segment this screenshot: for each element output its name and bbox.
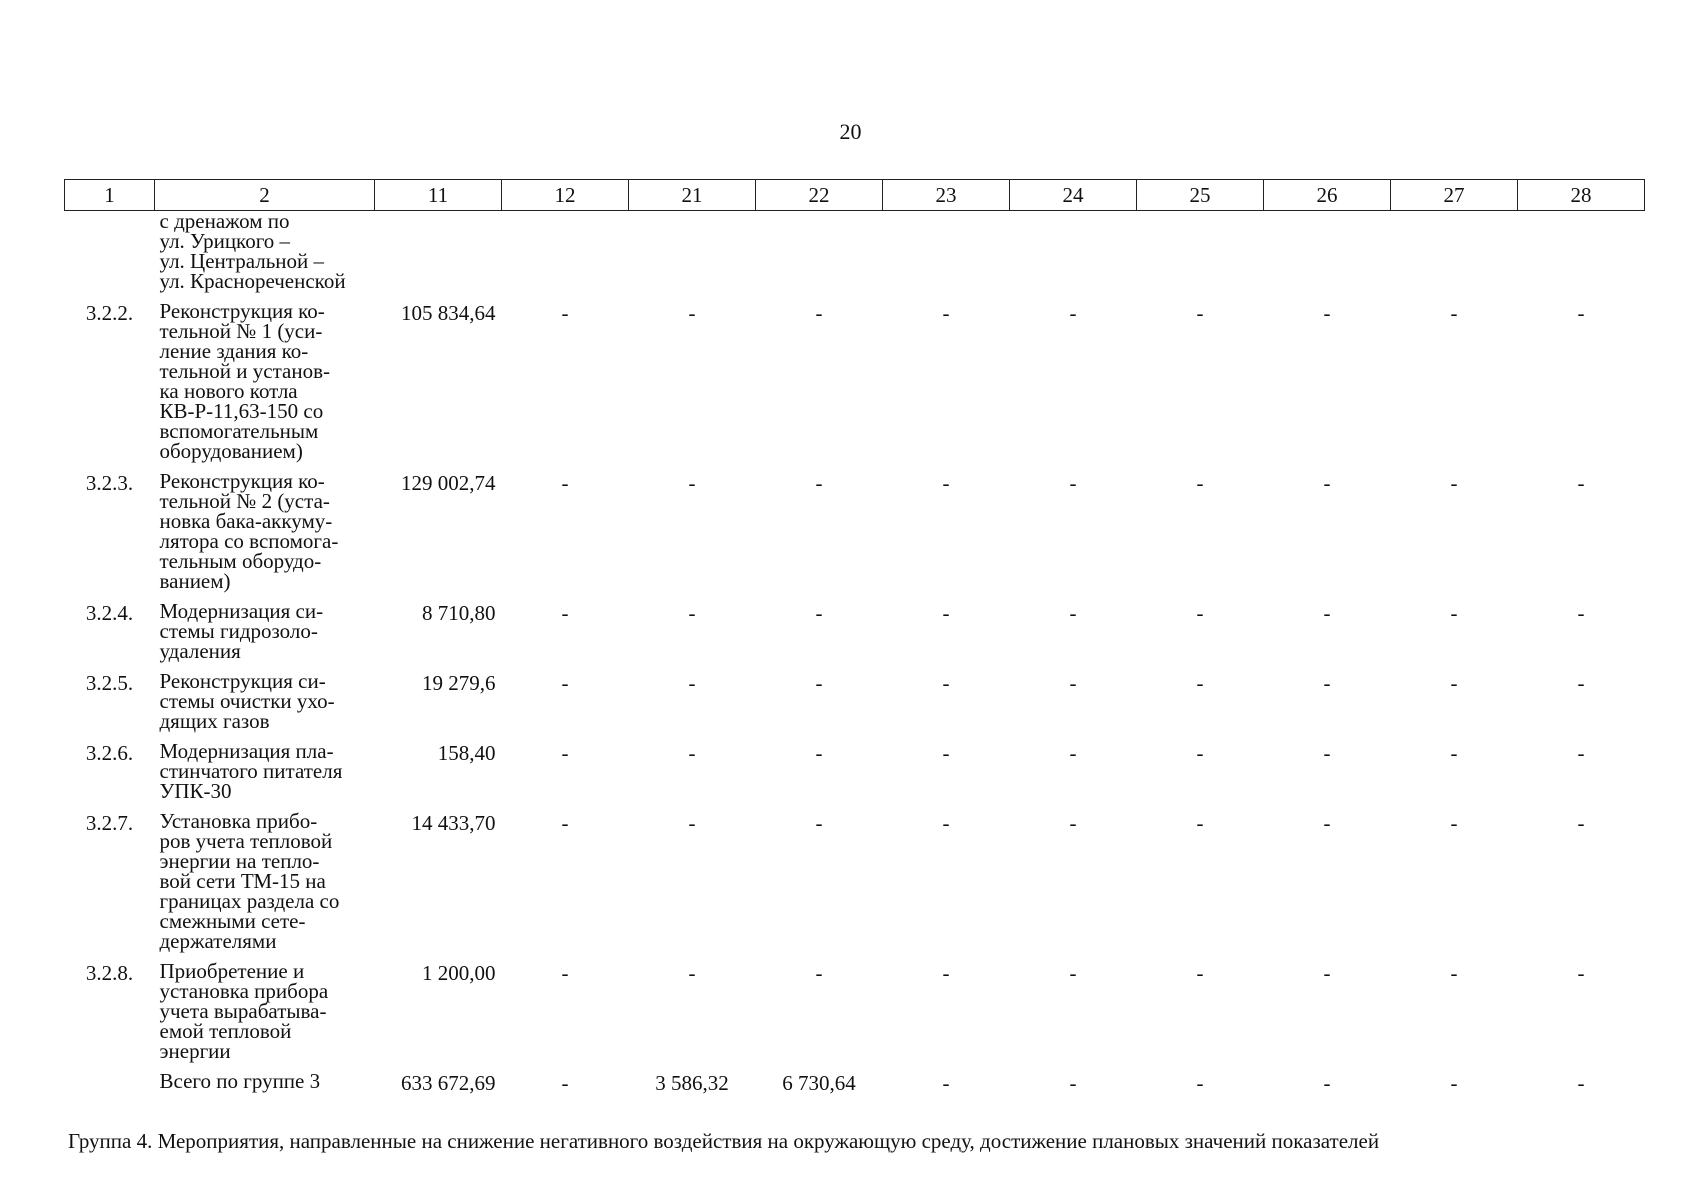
cell-28: -: [1577, 961, 1585, 985]
table-row: [65, 961, 1645, 1071]
row-number: 3.2.5.: [85, 671, 134, 695]
cell-28: -: [1577, 471, 1585, 495]
cell-21: -: [688, 471, 696, 495]
cell-23: -: [942, 961, 950, 985]
page-number: 20: [839, 119, 862, 144]
total-row: [65, 1071, 1645, 1093]
row-number: 3.2.7.: [85, 811, 134, 835]
row-amount: 14 433,70: [411, 811, 496, 835]
row-number: 3.2.6.: [85, 741, 134, 765]
table-rows: [65, 301, 1645, 1071]
row-number: 3.2.4.: [85, 601, 134, 625]
cell-23: -: [942, 601, 950, 625]
column-header: 26: [1264, 180, 1391, 211]
cell-12: -: [561, 961, 569, 985]
cell-22: -: [815, 301, 823, 325]
cell-27: -: [1450, 301, 1458, 325]
row-name: Установка прибо- ров учета тепловой энергии на тепло- вой сети ТМ-15 на границах раздела со смежными сете- держателями: [159, 809, 340, 953]
cell-24: -: [1069, 301, 1077, 325]
table-row: [65, 671, 1645, 741]
column-header: 24: [1010, 180, 1137, 211]
cell-21: -: [688, 811, 696, 835]
row-amount: 19 279,6: [422, 671, 496, 695]
cell-24: -: [1069, 741, 1077, 765]
cell-25: -: [1196, 811, 1204, 835]
row-amount: 1 200,00: [422, 961, 496, 985]
row-name: Реконструкция си- стемы очистки ухо- дящих газов: [159, 669, 335, 733]
cell-26: -: [1323, 1071, 1331, 1095]
total-body: [65, 1071, 1645, 1093]
cell-22: -: [815, 961, 823, 985]
column-header: 27: [1391, 180, 1518, 211]
cell-25: -: [1196, 301, 1204, 325]
cell-25: -: [1196, 671, 1204, 695]
cell-24: -: [1069, 961, 1077, 985]
row-number: 3.2.2.: [85, 301, 134, 325]
group-caption: Группа 4. Мероприятия, направленные на снижение негативного воздействия на окружающую среду, достижение плановых значений показателей: [68, 1129, 1380, 1153]
cell-12: -: [561, 601, 569, 625]
cell-25: -: [1196, 961, 1204, 985]
cell-28: -: [1577, 1071, 1585, 1095]
row-number: [65, 211, 155, 302]
column-header: 11: [375, 180, 502, 211]
cell-24: -: [1069, 811, 1077, 835]
column-header: 1: [65, 180, 155, 211]
cell-24: -: [1069, 1071, 1077, 1095]
row-name: Приобретение и установка прибора учета вырабатыва- емой тепловой энергии: [159, 959, 329, 1063]
cell-25: -: [1196, 601, 1204, 625]
cell-26: -: [1323, 471, 1331, 495]
row-number: 3.2.3.: [85, 471, 134, 495]
cell-27: -: [1450, 811, 1458, 835]
column-header: 25: [1137, 180, 1264, 211]
cell-28: -: [1577, 811, 1585, 835]
cell-24: -: [1069, 671, 1077, 695]
cell-23: -: [942, 741, 950, 765]
row-amount: 8 710,80: [422, 601, 496, 625]
row-name: Модернизация си- стемы гидрозоло- удаления: [159, 599, 324, 663]
cell-22: 6 730,64: [782, 1071, 856, 1095]
cell-23: -: [942, 1071, 950, 1095]
cell-27: -: [1450, 671, 1458, 695]
cell-27: -: [1450, 601, 1458, 625]
cell-21: -: [688, 671, 696, 695]
column-header: 23: [883, 180, 1010, 211]
table-row: [65, 601, 1645, 671]
row-amount: 105 834,64: [401, 301, 496, 325]
cell-27: -: [1450, 741, 1458, 765]
table-row: [65, 471, 1645, 601]
cell-23: -: [942, 811, 950, 835]
row-number: 3.2.8.: [85, 961, 134, 985]
cell-12: -: [561, 301, 569, 325]
cell-12: -: [561, 1071, 569, 1095]
cell-23: -: [942, 301, 950, 325]
cell-22: -: [815, 811, 823, 835]
row-name: с дренажом по ул. Урицкого – ул. Центральной – ул. Краснореченской: [159, 209, 346, 293]
cell-27: -: [1450, 961, 1458, 985]
column-header: 21: [629, 180, 756, 211]
cell-26: -: [1323, 961, 1331, 985]
cell-26: -: [1323, 741, 1331, 765]
cell-12: -: [561, 811, 569, 835]
cell-12: -: [561, 741, 569, 765]
cell-21: -: [688, 601, 696, 625]
cell-25: -: [1196, 471, 1204, 495]
column-header: 2: [155, 180, 375, 211]
cell-24: -: [1069, 601, 1077, 625]
row-amount: 158,40: [437, 741, 496, 765]
cell-21: 3 586,32: [655, 1071, 729, 1095]
cell-22: -: [815, 601, 823, 625]
empty-cells: [375, 211, 1645, 302]
total-label: Всего по группе 3: [159, 1069, 321, 1093]
cell-23: -: [942, 471, 950, 495]
cell-28: -: [1577, 601, 1585, 625]
row-name: Реконструкция ко- тельной № 2 (уста- новка бака-аккуму- лятора со вспомога- тельным оборудо- ванием): [159, 469, 339, 593]
cell-28: -: [1577, 671, 1585, 695]
column-header: 12: [502, 180, 629, 211]
cell-21: -: [688, 301, 696, 325]
cell-28: -: [1577, 301, 1585, 325]
cell-23: -: [942, 671, 950, 695]
cell-28: -: [1577, 741, 1585, 765]
row-amount: 129 002,74: [401, 471, 496, 495]
table-body: [65, 211, 1645, 302]
column-header: 28: [1518, 180, 1645, 211]
table-row: [65, 741, 1645, 811]
row-name: Модернизация пла- стинчатого питателя УПК-30: [159, 739, 343, 803]
table-row: [65, 811, 1645, 961]
cell-27: -: [1450, 1071, 1458, 1095]
cell-24: -: [1069, 471, 1077, 495]
row-name: Реконструкция ко- тельной № 1 (уси- ление здания ко- тельной и установ- ка нового котла КВ-Р-11,63-150 со вспомогательным оборудованием): [159, 299, 330, 463]
cell-12: -: [561, 671, 569, 695]
cell-12: -: [561, 471, 569, 495]
cell-26: -: [1323, 811, 1331, 835]
cell-22: -: [815, 741, 823, 765]
cell-26: -: [1323, 601, 1331, 625]
cell-25: -: [1196, 741, 1204, 765]
cell-27: -: [1450, 471, 1458, 495]
table-header: [65, 180, 1645, 211]
column-header: 22: [756, 180, 883, 211]
header-row: [65, 180, 1645, 211]
cell-26: -: [1323, 671, 1331, 695]
cell-22: -: [815, 671, 823, 695]
investment-table: [64, 179, 1645, 1093]
cell-25: -: [1196, 1071, 1204, 1095]
row-number: [65, 1071, 155, 1093]
total-amount: 633 672,69: [401, 1071, 496, 1095]
cell-21: -: [688, 961, 696, 985]
cell-26: -: [1323, 301, 1331, 325]
continuation-row: [65, 211, 1645, 302]
cell-21: -: [688, 741, 696, 765]
table-row: [65, 301, 1645, 471]
cell-22: -: [815, 471, 823, 495]
